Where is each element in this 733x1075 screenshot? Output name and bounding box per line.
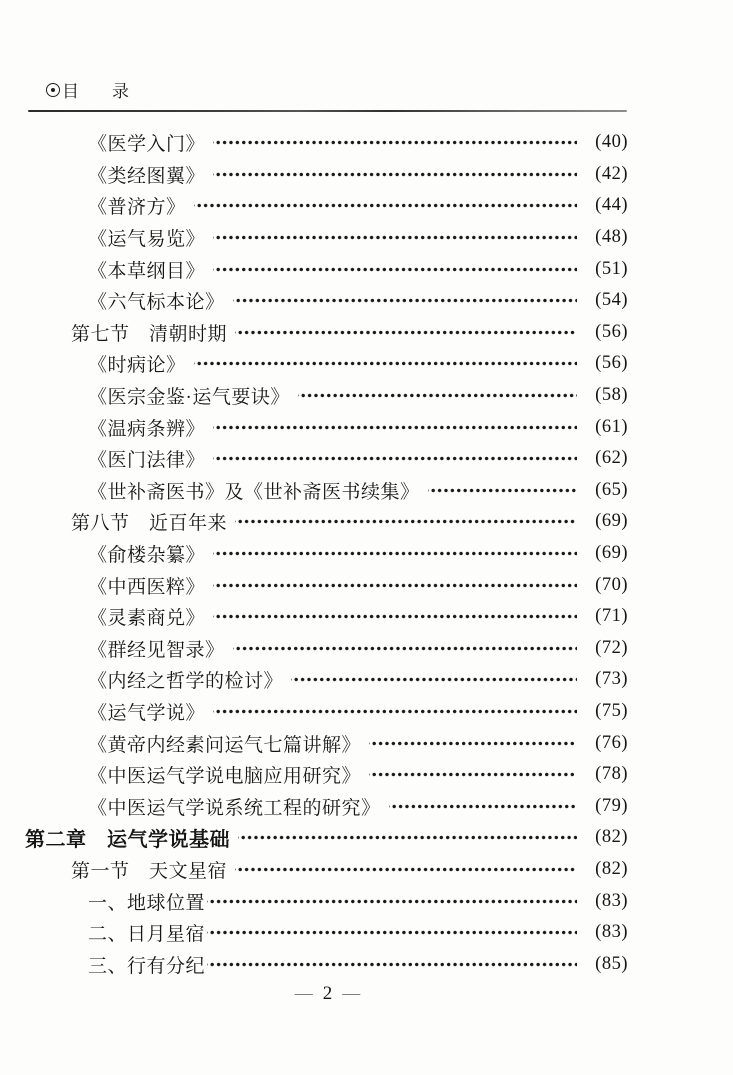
entry-label: 《医学入门》 bbox=[88, 134, 206, 156]
entry-page-number: (69) bbox=[595, 511, 628, 532]
toc-entry bbox=[0, 159, 733, 191]
circled-dot-inner bbox=[51, 88, 55, 92]
dotted-leader bbox=[207, 898, 577, 905]
entry-page-number: (40) bbox=[595, 132, 628, 153]
entry-label: 第七节 清朝时期 bbox=[71, 323, 228, 345]
entry-page-number: (51) bbox=[595, 258, 628, 279]
entry-label: 《医门法律》 bbox=[88, 450, 206, 472]
dotted-leader bbox=[207, 961, 577, 968]
entry-label: 《运气易览》 bbox=[88, 229, 206, 251]
entry-page-number: (85) bbox=[595, 953, 628, 974]
entry-label: 《中医运气学说系统工程的研究》 bbox=[88, 797, 381, 819]
entry-label: 《时病论》 bbox=[88, 355, 186, 377]
circled-dot-icon bbox=[46, 83, 60, 97]
dotted-leader bbox=[194, 202, 577, 209]
page-footer bbox=[28, 982, 627, 1004]
entry-page-number: (71) bbox=[595, 606, 628, 627]
entry-label: 《世补斋医书》及《世补斋医书续集》 bbox=[88, 481, 420, 503]
entry-page-number: (73) bbox=[595, 669, 628, 690]
toc-entry bbox=[0, 317, 733, 349]
dotted-leader bbox=[213, 708, 577, 715]
entry-page-number: (58) bbox=[595, 385, 628, 406]
entry-label: 第八节 近百年来 bbox=[71, 513, 228, 535]
toc-entry bbox=[0, 127, 733, 159]
toc-list bbox=[0, 127, 733, 980]
dotted-leader bbox=[233, 297, 577, 304]
toc-entry bbox=[0, 506, 733, 538]
entry-label: 《俞楼杂纂》 bbox=[88, 545, 206, 567]
entry-label: 《中医运气学说电脑应用研究》 bbox=[88, 766, 362, 788]
dotted-leader bbox=[238, 834, 577, 841]
dotted-leader bbox=[207, 929, 577, 936]
entry-page-number: (44) bbox=[595, 195, 628, 216]
dotted-leader bbox=[194, 360, 577, 367]
entry-label: 《中西医粹》 bbox=[88, 576, 206, 598]
toc-entry bbox=[0, 190, 733, 222]
toc-entry bbox=[0, 380, 733, 412]
toc-entry bbox=[0, 443, 733, 475]
dotted-leader bbox=[369, 771, 577, 778]
toc-entry bbox=[0, 633, 733, 665]
toc-entry bbox=[0, 917, 733, 949]
toc-entry bbox=[0, 285, 733, 317]
entry-page-number: (75) bbox=[595, 700, 628, 721]
entry-page-number: (69) bbox=[595, 543, 628, 564]
entry-page-number: (48) bbox=[595, 227, 628, 248]
entry-page-number: (83) bbox=[595, 922, 628, 943]
entry-label: 《灵素商兑》 bbox=[88, 608, 206, 630]
entry-page-number: (82) bbox=[595, 858, 628, 879]
entry-page-number: (54) bbox=[595, 290, 628, 311]
toc-entry bbox=[0, 885, 733, 917]
entry-page-number: (78) bbox=[595, 764, 628, 785]
toc-entry bbox=[0, 790, 733, 822]
toc-entry bbox=[0, 854, 733, 886]
footer-dash-right: — bbox=[342, 983, 361, 1003]
entry-page-number: (62) bbox=[595, 448, 628, 469]
dotted-leader bbox=[213, 550, 577, 557]
dotted-leader bbox=[213, 455, 577, 462]
header-title: 目 录 bbox=[62, 82, 137, 101]
entry-page-number: (56) bbox=[595, 353, 628, 374]
toc-entry bbox=[0, 822, 733, 854]
dotted-leader bbox=[235, 329, 577, 336]
dotted-leader bbox=[298, 392, 577, 399]
entry-page-number: (65) bbox=[595, 479, 628, 500]
toc-entry bbox=[0, 759, 733, 791]
entry-page-number: (82) bbox=[595, 827, 628, 848]
entry-label: 《医宗金鉴·运气要诀》 bbox=[88, 387, 290, 409]
toc-entry bbox=[0, 696, 733, 728]
entry-label: 《普济方》 bbox=[88, 197, 186, 219]
dotted-leader bbox=[235, 518, 577, 525]
dotted-leader bbox=[291, 676, 577, 683]
entry-label: 《类经图翼》 bbox=[88, 165, 206, 187]
entry-label: 《六气标本论》 bbox=[88, 292, 225, 314]
entry-page-number: (79) bbox=[595, 795, 628, 816]
dotted-leader bbox=[369, 740, 577, 747]
entry-label: 三、行有分纪 bbox=[88, 955, 206, 977]
toc-entry bbox=[0, 253, 733, 285]
entry-label: 《内经之哲学的检讨》 bbox=[88, 671, 284, 693]
entry-label: 《温病条辨》 bbox=[88, 418, 206, 440]
page-header bbox=[46, 77, 137, 102]
dotted-leader bbox=[389, 803, 577, 810]
dotted-leader bbox=[213, 171, 577, 178]
entry-page-number: (83) bbox=[595, 890, 628, 911]
footer-dash-left: — bbox=[294, 983, 313, 1003]
dotted-leader bbox=[213, 424, 577, 431]
header-divider bbox=[28, 110, 627, 112]
entry-label: 《黄帝内经素问运气七篇讲解》 bbox=[88, 734, 362, 756]
dotted-leader bbox=[213, 582, 577, 589]
entry-label: 第一节 天文星宿 bbox=[71, 860, 228, 882]
entry-label: 一、地球位置 bbox=[88, 892, 206, 914]
entry-label: 《群经见智录》 bbox=[88, 639, 225, 661]
dotted-leader bbox=[213, 234, 577, 241]
entry-label: 《本草纲目》 bbox=[88, 260, 206, 282]
dotted-leader bbox=[213, 139, 577, 146]
dotted-leader bbox=[233, 645, 577, 652]
entry-label: 第二章 运气学说基础 bbox=[25, 829, 230, 852]
toc-entry bbox=[0, 601, 733, 633]
entry-label: 二、日月星宿 bbox=[88, 924, 206, 946]
toc-entry bbox=[0, 569, 733, 601]
toc-entry bbox=[0, 475, 733, 507]
toc-entry bbox=[0, 411, 733, 443]
dotted-leader bbox=[235, 866, 577, 873]
entry-page-number: (72) bbox=[595, 637, 628, 658]
footer-page-number: 2 bbox=[322, 982, 333, 1004]
entry-page-number: (76) bbox=[595, 732, 628, 753]
dotted-leader bbox=[213, 266, 577, 273]
toc-entry bbox=[0, 727, 733, 759]
toc-entry bbox=[0, 348, 733, 380]
entry-page-number: (56) bbox=[595, 321, 628, 342]
entry-page-number: (42) bbox=[595, 163, 628, 184]
toc-entry bbox=[0, 538, 733, 570]
entry-page-number: (61) bbox=[595, 416, 628, 437]
toc-entry bbox=[0, 948, 733, 980]
entry-label: 《运气学说》 bbox=[88, 702, 206, 724]
dotted-leader bbox=[428, 487, 577, 494]
toc-entry bbox=[0, 222, 733, 254]
entry-page-number: (70) bbox=[595, 574, 628, 595]
toc-entry bbox=[0, 664, 733, 696]
dotted-leader bbox=[213, 613, 577, 620]
